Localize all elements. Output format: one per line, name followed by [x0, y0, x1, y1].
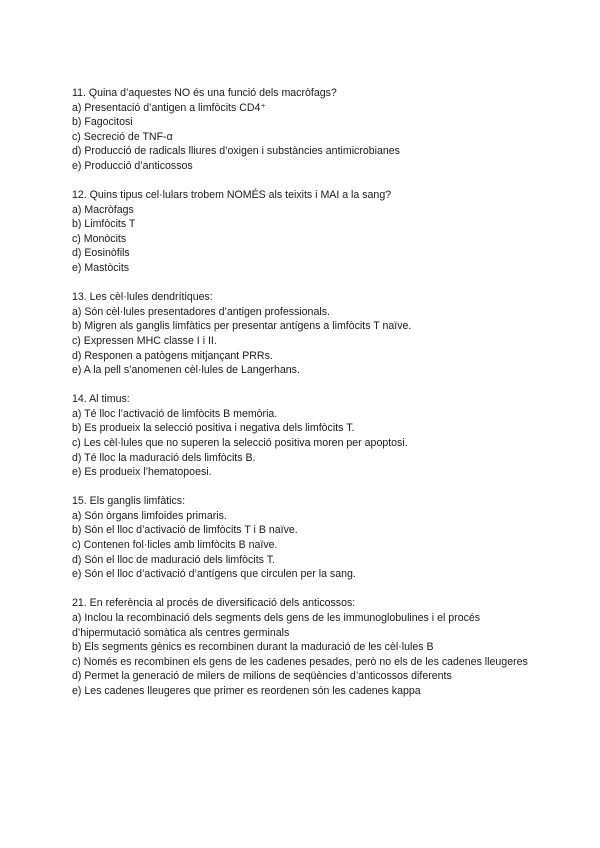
answer-option-b: b) Migren als ganglis limfàtics per presentar antígens a limfòcits T naïve.	[72, 320, 412, 333]
answer-option-c: c) Monòcits	[72, 232, 127, 245]
question-list	[72, 86, 532, 713]
question-11	[72, 86, 532, 174]
answer-option-a: a) Macròfags	[72, 203, 134, 216]
answer-option-a: a) Són cèl·lules presentadores d’antigen professionals.	[72, 305, 330, 318]
question-12	[72, 188, 532, 276]
answer-option-d: d) Eosinòfils	[72, 247, 130, 260]
question-stem: 13. Les cèl·lules dendrítiques:	[72, 291, 213, 304]
answer-option-e: e) Producció d’anticossos	[72, 159, 193, 172]
question-15	[72, 494, 532, 582]
question-stem: 12. Quins tipus cel·lulars trobem NOMÉS als teixits i MAI a la sang?	[72, 189, 392, 202]
answer-option-a: a) Inclou la recombinació dels segments dels gens de les immunoglobulines i el procés d’hipermutació somàtica als centres germinals	[72, 611, 481, 639]
question-stem: 11. Quina d’aquestes NO és una funció dels macròfags?	[72, 87, 337, 99]
answer-option-c: c) Secreció de TNF-α	[72, 130, 173, 143]
answer-option-c: c) Contenen fol·licles amb limfòcits B naïve.	[72, 539, 278, 552]
answer-option-e: e) A la pell s’anomenen cèl·lules de Langerhans.	[72, 364, 300, 377]
answer-option-a: a) Té lloc l’activació de limfòcits B memòria.	[72, 407, 278, 420]
question-stem: 15. Els ganglis limfàtics:	[72, 495, 186, 508]
question-stem: 14. Al timus:	[72, 393, 130, 406]
question-stem: 21. En referència al procés de diversificació dels anticossos:	[72, 597, 356, 610]
answer-option-d: d) Té lloc la maduració dels limfòcits B.	[72, 451, 256, 464]
answer-option-e: e) Són el lloc d’activació d’antígens que circulen per la sang.	[72, 568, 356, 581]
answer-option-e: e) Es produeix l’hematopoesi.	[72, 466, 212, 479]
answer-option-d: d) Responen a patògens mitjançant PRRs.	[72, 349, 273, 362]
answer-option-c: c) Expressen MHC classe I i II.	[72, 334, 217, 347]
answer-option-d: d) Permet la generació de milers de milions de seqüències d’anticossos diferents	[72, 670, 452, 683]
answer-option-c: c) Les cèl·lules que no superen la selecció positiva moren per apoptosi.	[72, 436, 408, 449]
answer-option-b: b) Fagocitosi	[72, 116, 133, 129]
answer-option-b: b) Són el lloc d’activació de limfòcits T i B naïve.	[72, 524, 298, 537]
answer-option-b: b) Es produeix la selecció positiva i negativa dels limfòcits T.	[72, 422, 355, 435]
question-21	[72, 596, 532, 698]
answer-option-a: a) Presentació d’antigen a limfòcits CD4⁺	[72, 101, 267, 114]
answer-option-b: b) Els segments gènics es recombinen durant la maduració de les cèl·lules B	[72, 641, 434, 654]
question-14	[72, 392, 532, 480]
answer-option-b: b) Limfòcits T	[72, 218, 136, 231]
answer-option-e: e) Mastòcits	[72, 262, 130, 275]
question-13	[72, 290, 532, 378]
answer-option-d: d) Són el lloc de maduració dels limfòcits T.	[72, 553, 275, 566]
answer-option-e: e) Les cadenes lleugeres que primer es reordenen són les cadenes kappa	[72, 684, 421, 697]
answer-option-d: d) Producció de radicals lliures d’oxigen i substàncies antimicrobianes	[72, 145, 400, 158]
answer-option-a: a) Són òrgans limfoides primaris.	[72, 509, 227, 522]
answer-option-c: c) Només es recombinen els gens de les cadenes pesades, però no els de les cadenes lleugeres	[72, 655, 528, 668]
